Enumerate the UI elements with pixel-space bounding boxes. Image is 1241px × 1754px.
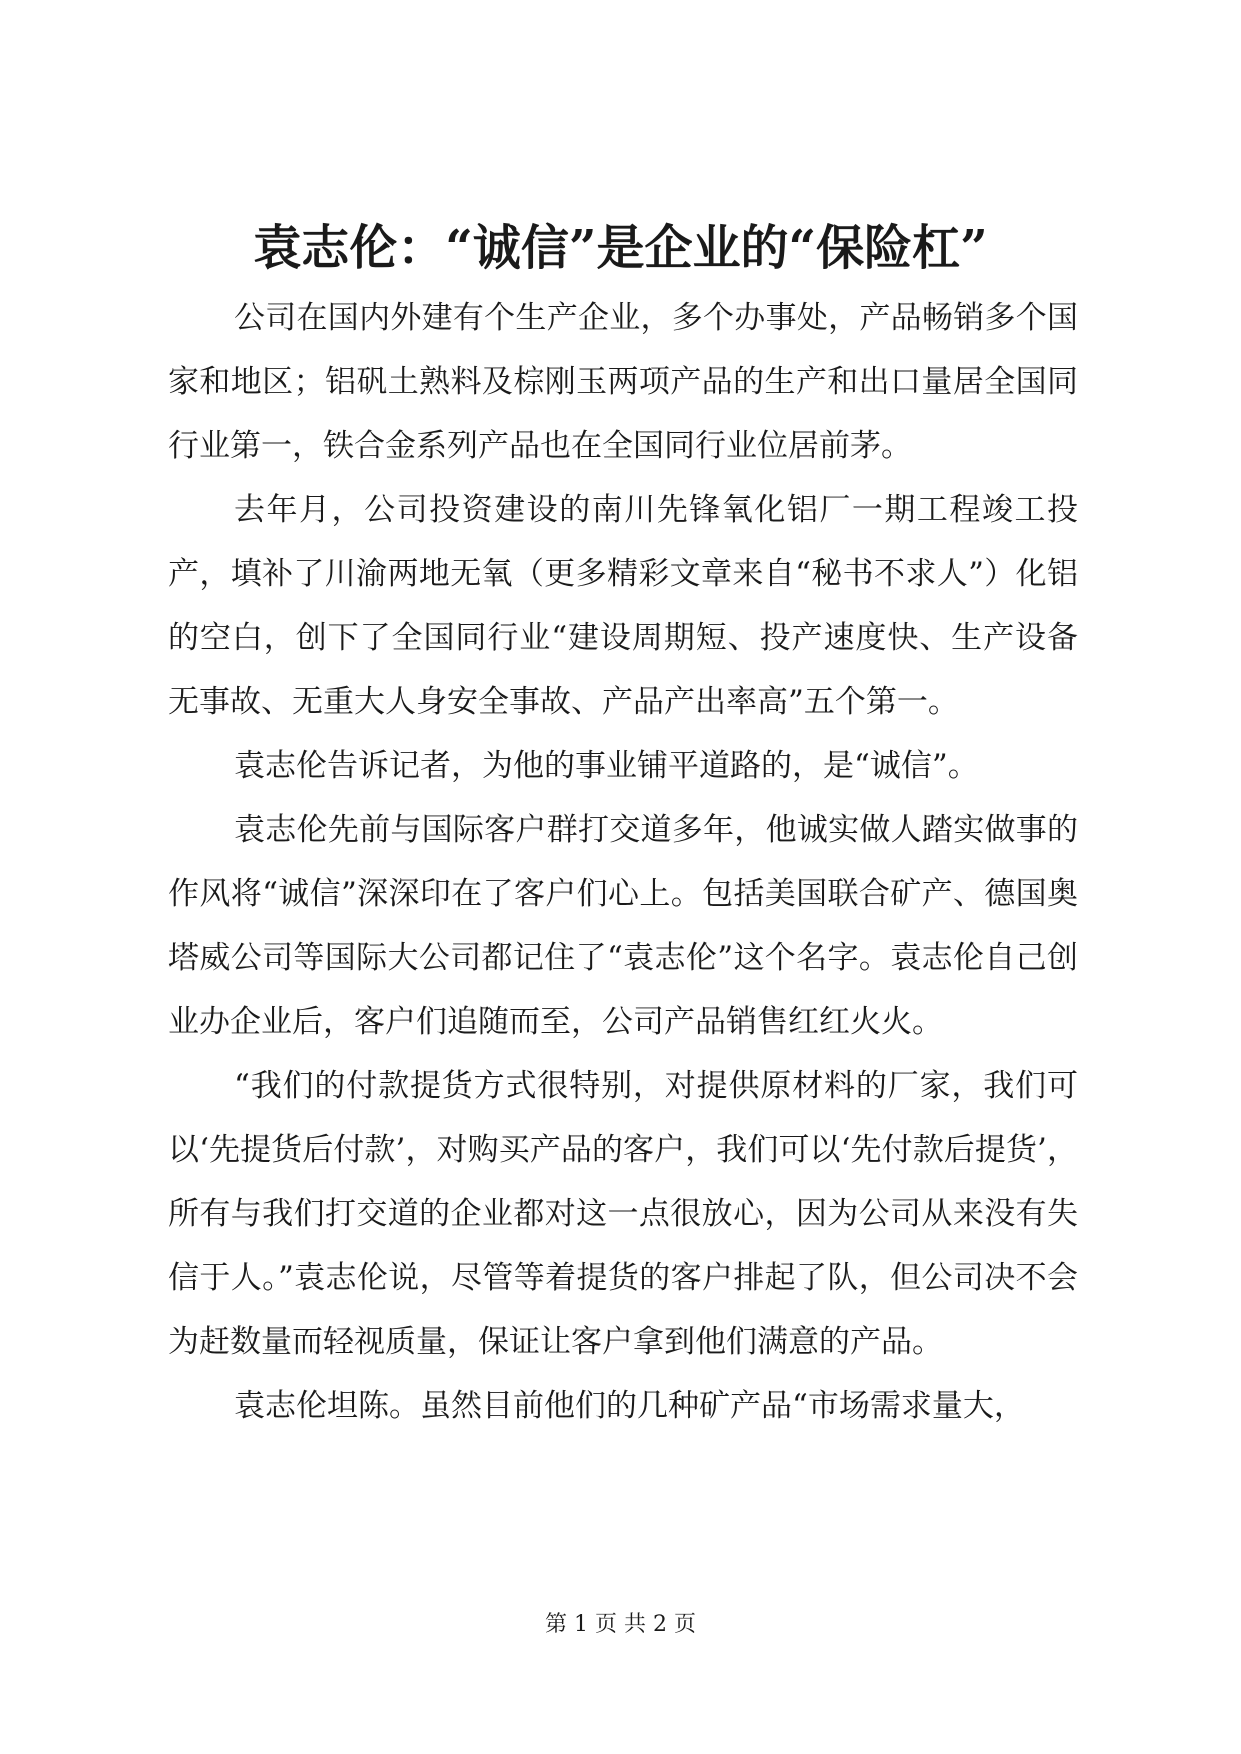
paragraph: 袁志伦先前与国际客户群打交道多年，他诚实做人踏实做事的作风将“诚信”深深印在了客户们心上。包括美国联合矿产、德国奥塔威公司等国际大公司都记住了“袁志伦”这个名字。袁志伦自己创业办企业后，客户们追随而至，公司产品销售红红火火。	[168, 812, 1078, 1040]
document-title: 袁志伦：“诚信”是企业的“保险杠”	[253, 220, 988, 276]
page-footer: 第 1 页 共 2 页	[545, 1612, 696, 1637]
paragraph: 公司在国内外建有个生产企业，多个办事处，产品畅销多个国家和地区；铝矾土熟料及棕刚玉两项产品的生产和出口量居全国同行业第一，铁合金系列产品也在全国同行业位居前茅。	[168, 300, 1078, 464]
paragraph: 袁志伦坦陈。虽然目前他们的几种矿产品“市场需求量大，	[234, 1388, 1025, 1424]
paragraph: 袁志伦告诉记者，为他的事业铺平道路的，是“诚信”。	[234, 748, 979, 784]
paragraph: “我们的付款提货方式很特别，对提供原材料的厂家，我们可以‘先提货后付款’，对购买产品的客户，我们可以‘先付款后提货’，所有与我们打交道的企业都对这一点很放心，因为公司从来没有失信于人。”袁志伦说，尽管等着提货的客户排起了队，但公司决不会为赶数量而轻视质量，保证让客户拿到他们满意的产品。	[168, 1068, 1078, 1360]
document-body	[168, 286, 1078, 1438]
paragraph: 去年月，公司投资建设的南川先锋氧化铝厂一期工程竣工投产，填补了川渝两地无氧（更多精彩文章来自“秘书不求人”）化铝的空白，创下了全国同行业“建设周期短、投产速度快、生产设备无事故、无重大人身安全事故、产品产出率高”五个第一。	[168, 492, 1078, 720]
